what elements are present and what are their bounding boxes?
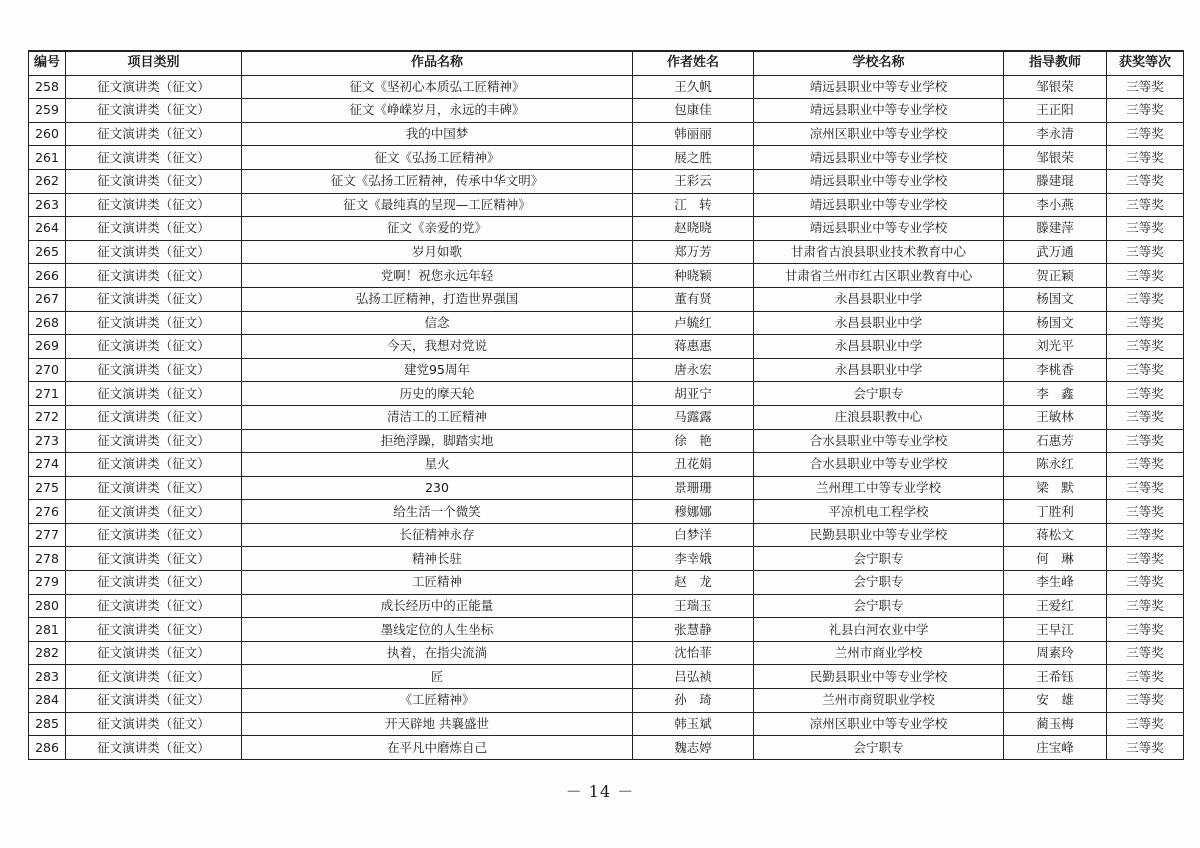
cell-school: 合水县职业中等专业学校	[754, 453, 1004, 477]
cell-instructor: 陈永红	[1004, 453, 1107, 477]
cell-work-title: 拒绝浮躁，脚踏实地	[242, 429, 633, 453]
cell-work-title: 230	[242, 476, 633, 500]
cell-school: 合水县职业中等专业学校	[754, 429, 1004, 453]
table-row	[29, 712, 1184, 736]
cell-work-title: 星火	[242, 453, 633, 477]
cell-number: 272	[29, 405, 66, 429]
cell-number: 273	[29, 429, 66, 453]
cell-school: 永昌县职业中学	[754, 335, 1004, 359]
cell-work-title: 征文《坚初心本质弘工匠精神》	[242, 75, 633, 99]
cell-award: 三等奖	[1107, 240, 1184, 264]
cell-work-title: 岁月如歌	[242, 240, 633, 264]
cell-author: 郑万芳	[633, 240, 754, 264]
cell-school: 靖远县职业中等专业学校	[754, 75, 1004, 99]
cell-award: 三等奖	[1107, 217, 1184, 241]
cell-instructor: 杨国文	[1004, 311, 1107, 335]
cell-award: 三等奖	[1107, 75, 1184, 99]
cell-number: 281	[29, 618, 66, 642]
cell-instructor: 武万通	[1004, 240, 1107, 264]
cell-category: 征文演讲类（征文）	[66, 146, 242, 170]
cell-school: 甘肃省兰州市红古区职业教育中心	[754, 264, 1004, 288]
cell-number: 277	[29, 523, 66, 547]
cell-number: 264	[29, 217, 66, 241]
cell-work-title: 弘扬工匠精神，打造世界强国	[242, 287, 633, 311]
cell-instructor: 梁 默	[1004, 476, 1107, 500]
cell-number: 265	[29, 240, 66, 264]
cell-work-title: 清洁工的工匠精神	[242, 405, 633, 429]
table-body	[29, 75, 1184, 759]
cell-award: 三等奖	[1107, 335, 1184, 359]
cell-category: 征文演讲类（征文）	[66, 99, 242, 123]
cell-work-title: 给生活一个微笑	[242, 500, 633, 524]
cell-author: 孙 琦	[633, 689, 754, 713]
cell-author: 卢毓红	[633, 311, 754, 335]
cell-number: 286	[29, 736, 66, 760]
cell-number: 283	[29, 665, 66, 689]
cell-school: 会宁职专	[754, 594, 1004, 618]
cell-instructor: 庄宝峰	[1004, 736, 1107, 760]
cell-author: 沈怡菲	[633, 641, 754, 665]
cell-work-title: 历史的摩天轮	[242, 382, 633, 406]
cell-school: 会宁职专	[754, 736, 1004, 760]
cell-award: 三等奖	[1107, 311, 1184, 335]
cell-category: 征文演讲类（征文）	[66, 311, 242, 335]
cell-work-title: 墨线定位的人生坐标	[242, 618, 633, 642]
cell-instructor: 丁胜利	[1004, 500, 1107, 524]
header-cell-category: 项目类别	[66, 51, 242, 75]
cell-instructor: 李永清	[1004, 122, 1107, 146]
cell-award: 三等奖	[1107, 665, 1184, 689]
table-row	[29, 594, 1184, 618]
cell-category: 征文演讲类（征文）	[66, 665, 242, 689]
cell-number: 267	[29, 287, 66, 311]
cell-author: 张慧静	[633, 618, 754, 642]
cell-work-title: 《工匠精神》	[242, 689, 633, 713]
cell-work-title: 今天，我想对党说	[242, 335, 633, 359]
cell-work-title: 开天辟地 共襄盛世	[242, 712, 633, 736]
cell-category: 征文演讲类（征文）	[66, 335, 242, 359]
cell-work-title: 征文《峥嵘岁月，永远的丰碑》	[242, 99, 633, 123]
table-row	[29, 523, 1184, 547]
table-row	[29, 453, 1184, 477]
cell-award: 三等奖	[1107, 689, 1184, 713]
cell-school: 凉州区职业中等专业学校	[754, 122, 1004, 146]
table-row	[29, 736, 1184, 760]
header-cell-work-title: 作品名称	[242, 51, 633, 75]
cell-school: 兰州市商业学校	[754, 641, 1004, 665]
cell-school: 民勤县职业中等专业学校	[754, 665, 1004, 689]
cell-author: 穆娜娜	[633, 500, 754, 524]
cell-work-title: 建党95周年	[242, 358, 633, 382]
cell-school: 民勤县职业中等专业学校	[754, 523, 1004, 547]
cell-school: 凉州区职业中等专业学校	[754, 712, 1004, 736]
cell-category: 征文演讲类（征文）	[66, 453, 242, 477]
cell-instructor: 贺正颖	[1004, 264, 1107, 288]
cell-number: 268	[29, 311, 66, 335]
cell-author: 白梦洋	[633, 523, 754, 547]
cell-category: 征文演讲类（征文）	[66, 736, 242, 760]
cell-instructor: 王希钰	[1004, 665, 1107, 689]
cell-category: 征文演讲类（征文）	[66, 429, 242, 453]
header-cell-award: 获奖等次	[1107, 51, 1184, 75]
cell-work-title: 征文《亲爱的党》	[242, 217, 633, 241]
cell-work-title: 工匠精神	[242, 571, 633, 595]
cell-award: 三等奖	[1107, 594, 1184, 618]
cell-category: 征文演讲类（征文）	[66, 618, 242, 642]
cell-work-title: 执着，在指尖流淌	[242, 641, 633, 665]
cell-school: 礼县白河农业中学	[754, 618, 1004, 642]
table-row	[29, 75, 1184, 99]
cell-number: 282	[29, 641, 66, 665]
cell-category: 征文演讲类（征文）	[66, 217, 242, 241]
cell-author: 种晓颖	[633, 264, 754, 288]
cell-author: 韩丽丽	[633, 122, 754, 146]
cell-work-title: 党啊！祝您永远年轻	[242, 264, 633, 288]
cell-instructor: 王敏林	[1004, 405, 1107, 429]
cell-award: 三等奖	[1107, 523, 1184, 547]
cell-category: 征文演讲类（征文）	[66, 75, 242, 99]
cell-award: 三等奖	[1107, 571, 1184, 595]
cell-award: 三等奖	[1107, 736, 1184, 760]
cell-school: 靖远县职业中等专业学校	[754, 146, 1004, 170]
cell-award: 三等奖	[1107, 453, 1184, 477]
table-row	[29, 287, 1184, 311]
cell-award: 三等奖	[1107, 146, 1184, 170]
cell-instructor: 李桃香	[1004, 358, 1107, 382]
cell-number: 270	[29, 358, 66, 382]
table-row	[29, 571, 1184, 595]
cell-number: 278	[29, 547, 66, 571]
cell-category: 征文演讲类（征文）	[66, 712, 242, 736]
table-row	[29, 169, 1184, 193]
cell-school: 平凉机电工程学校	[754, 500, 1004, 524]
table-row	[29, 689, 1184, 713]
cell-category: 征文演讲类（征文）	[66, 405, 242, 429]
cell-school: 会宁职专	[754, 382, 1004, 406]
cell-instructor: 蔺玉梅	[1004, 712, 1107, 736]
cell-award: 三等奖	[1107, 382, 1184, 406]
cell-category: 征文演讲类（征文）	[66, 358, 242, 382]
cell-work-title: 匠	[242, 665, 633, 689]
cell-school: 会宁职专	[754, 571, 1004, 595]
cell-category: 征文演讲类（征文）	[66, 240, 242, 264]
cell-school: 会宁职专	[754, 547, 1004, 571]
cell-award: 三等奖	[1107, 712, 1184, 736]
table-row	[29, 665, 1184, 689]
header-cell-number: 编号	[29, 51, 66, 75]
cell-school: 兰州理工中等专业学校	[754, 476, 1004, 500]
cell-author: 董有贤	[633, 287, 754, 311]
table-row	[29, 641, 1184, 665]
cell-author: 胡亚宁	[633, 382, 754, 406]
table-row	[29, 335, 1184, 359]
cell-award: 三等奖	[1107, 264, 1184, 288]
cell-category: 征文演讲类（征文）	[66, 122, 242, 146]
cell-category: 征文演讲类（征文）	[66, 382, 242, 406]
cell-school: 甘肃省古浪县职业技术教育中心	[754, 240, 1004, 264]
cell-number: 269	[29, 335, 66, 359]
header-cell-author: 作者姓名	[633, 51, 754, 75]
cell-instructor: 蒋松文	[1004, 523, 1107, 547]
cell-number: 266	[29, 264, 66, 288]
cell-school: 永昌县职业中学	[754, 358, 1004, 382]
cell-category: 征文演讲类（征文）	[66, 476, 242, 500]
cell-number: 274	[29, 453, 66, 477]
cell-number: 285	[29, 712, 66, 736]
cell-number: 259	[29, 99, 66, 123]
cell-number: 262	[29, 169, 66, 193]
header-cell-school: 学校名称	[754, 51, 1004, 75]
cell-number: 284	[29, 689, 66, 713]
table-row	[29, 99, 1184, 123]
cell-number: 263	[29, 193, 66, 217]
cell-author: 展之胜	[633, 146, 754, 170]
cell-author: 丑花娟	[633, 453, 754, 477]
cell-author: 江 转	[633, 193, 754, 217]
table-row	[29, 476, 1184, 500]
cell-award: 三等奖	[1107, 169, 1184, 193]
cell-school: 靖远县职业中等专业学校	[754, 217, 1004, 241]
table-row	[29, 500, 1184, 524]
cell-school: 靖远县职业中等专业学校	[754, 169, 1004, 193]
cell-work-title: 在平凡中磨炼自己	[242, 736, 633, 760]
cell-author: 王瑞玉	[633, 594, 754, 618]
cell-instructor: 王正阳	[1004, 99, 1107, 123]
cell-work-title: 长征精神永存	[242, 523, 633, 547]
header-cell-instructor: 指导教师	[1004, 51, 1107, 75]
cell-award: 三等奖	[1107, 358, 1184, 382]
cell-author: 赵 龙	[633, 571, 754, 595]
cell-author: 吕弘祯	[633, 665, 754, 689]
cell-school: 庄浪县职教中心	[754, 405, 1004, 429]
cell-award: 三等奖	[1107, 122, 1184, 146]
cell-category: 征文演讲类（征文）	[66, 641, 242, 665]
cell-instructor: 滕建琨	[1004, 169, 1107, 193]
cell-instructor: 周素玲	[1004, 641, 1107, 665]
cell-award: 三等奖	[1107, 500, 1184, 524]
cell-school: 靖远县职业中等专业学校	[754, 193, 1004, 217]
cell-instructor: 安 雄	[1004, 689, 1107, 713]
cell-number: 276	[29, 500, 66, 524]
table-row	[29, 547, 1184, 571]
cell-author: 徐 艳	[633, 429, 754, 453]
cell-instructor: 李 鑫	[1004, 382, 1107, 406]
cell-instructor: 李小燕	[1004, 193, 1107, 217]
cell-category: 征文演讲类（征文）	[66, 547, 242, 571]
cell-work-title: 我的中国梦	[242, 122, 633, 146]
cell-instructor: 杨国文	[1004, 287, 1107, 311]
cell-category: 征文演讲类（征文）	[66, 689, 242, 713]
cell-work-title: 成长经历中的正能量	[242, 594, 633, 618]
cell-award: 三等奖	[1107, 429, 1184, 453]
page-number: － 14 －	[565, 782, 635, 801]
cell-instructor: 邹银荣	[1004, 75, 1107, 99]
awards-table	[28, 50, 1184, 760]
cell-instructor: 滕建萍	[1004, 217, 1107, 241]
cell-author: 王彩云	[633, 169, 754, 193]
cell-award: 三等奖	[1107, 641, 1184, 665]
cell-category: 征文演讲类（征文）	[66, 500, 242, 524]
cell-number: 279	[29, 571, 66, 595]
cell-instructor: 石惠芳	[1004, 429, 1107, 453]
table-row	[29, 193, 1184, 217]
cell-category: 征文演讲类（征文）	[66, 287, 242, 311]
table-row	[29, 264, 1184, 288]
cell-work-title: 征文《弘扬工匠精神》	[242, 146, 633, 170]
cell-award: 三等奖	[1107, 287, 1184, 311]
cell-number: 258	[29, 75, 66, 99]
table-header-row	[29, 51, 1184, 75]
cell-author: 李幸娥	[633, 547, 754, 571]
cell-author: 景珊珊	[633, 476, 754, 500]
table-row	[29, 382, 1184, 406]
cell-instructor: 王早江	[1004, 618, 1107, 642]
cell-school: 永昌县职业中学	[754, 287, 1004, 311]
cell-school: 靖远县职业中等专业学校	[754, 99, 1004, 123]
cell-category: 征文演讲类（征文）	[66, 523, 242, 547]
cell-award: 三等奖	[1107, 476, 1184, 500]
table-row	[29, 405, 1184, 429]
cell-award: 三等奖	[1107, 405, 1184, 429]
cell-author: 包康佳	[633, 99, 754, 123]
cell-instructor: 王爱红	[1004, 594, 1107, 618]
cell-author: 王久帆	[633, 75, 754, 99]
cell-category: 征文演讲类（征文）	[66, 169, 242, 193]
cell-number: 275	[29, 476, 66, 500]
cell-school: 永昌县职业中学	[754, 311, 1004, 335]
cell-instructor: 刘光平	[1004, 335, 1107, 359]
cell-school: 兰州市商贸职业学校	[754, 689, 1004, 713]
cell-category: 征文演讲类（征文）	[66, 571, 242, 595]
cell-award: 三等奖	[1107, 193, 1184, 217]
cell-number: 271	[29, 382, 66, 406]
cell-instructor: 李生峰	[1004, 571, 1107, 595]
cell-author: 蒋惠惠	[633, 335, 754, 359]
table-row	[29, 358, 1184, 382]
cell-author: 赵晓晓	[633, 217, 754, 241]
cell-award: 三等奖	[1107, 547, 1184, 571]
cell-instructor: 邹银荣	[1004, 146, 1107, 170]
table-row	[29, 122, 1184, 146]
table-row	[29, 618, 1184, 642]
cell-work-title: 信念	[242, 311, 633, 335]
cell-number: 280	[29, 594, 66, 618]
table-row	[29, 217, 1184, 241]
table-row	[29, 240, 1184, 264]
cell-number: 261	[29, 146, 66, 170]
cell-author: 马露露	[633, 405, 754, 429]
cell-work-title: 征文《最纯真的呈现—工匠精神》	[242, 193, 633, 217]
cell-author: 韩玉斌	[633, 712, 754, 736]
cell-category: 征文演讲类（征文）	[66, 594, 242, 618]
cell-category: 征文演讲类（征文）	[66, 264, 242, 288]
table-row	[29, 311, 1184, 335]
cell-work-title: 精神长驻	[242, 547, 633, 571]
cell-instructor: 何 琳	[1004, 547, 1107, 571]
table-row	[29, 429, 1184, 453]
cell-award: 三等奖	[1107, 618, 1184, 642]
table-row	[29, 146, 1184, 170]
cell-number: 260	[29, 122, 66, 146]
cell-award: 三等奖	[1107, 99, 1184, 123]
cell-author: 魏志婷	[633, 736, 754, 760]
cell-author: 唐永宏	[633, 358, 754, 382]
cell-category: 征文演讲类（征文）	[66, 193, 242, 217]
cell-work-title: 征文《弘扬工匠精神，传承中华文明》	[242, 169, 633, 193]
